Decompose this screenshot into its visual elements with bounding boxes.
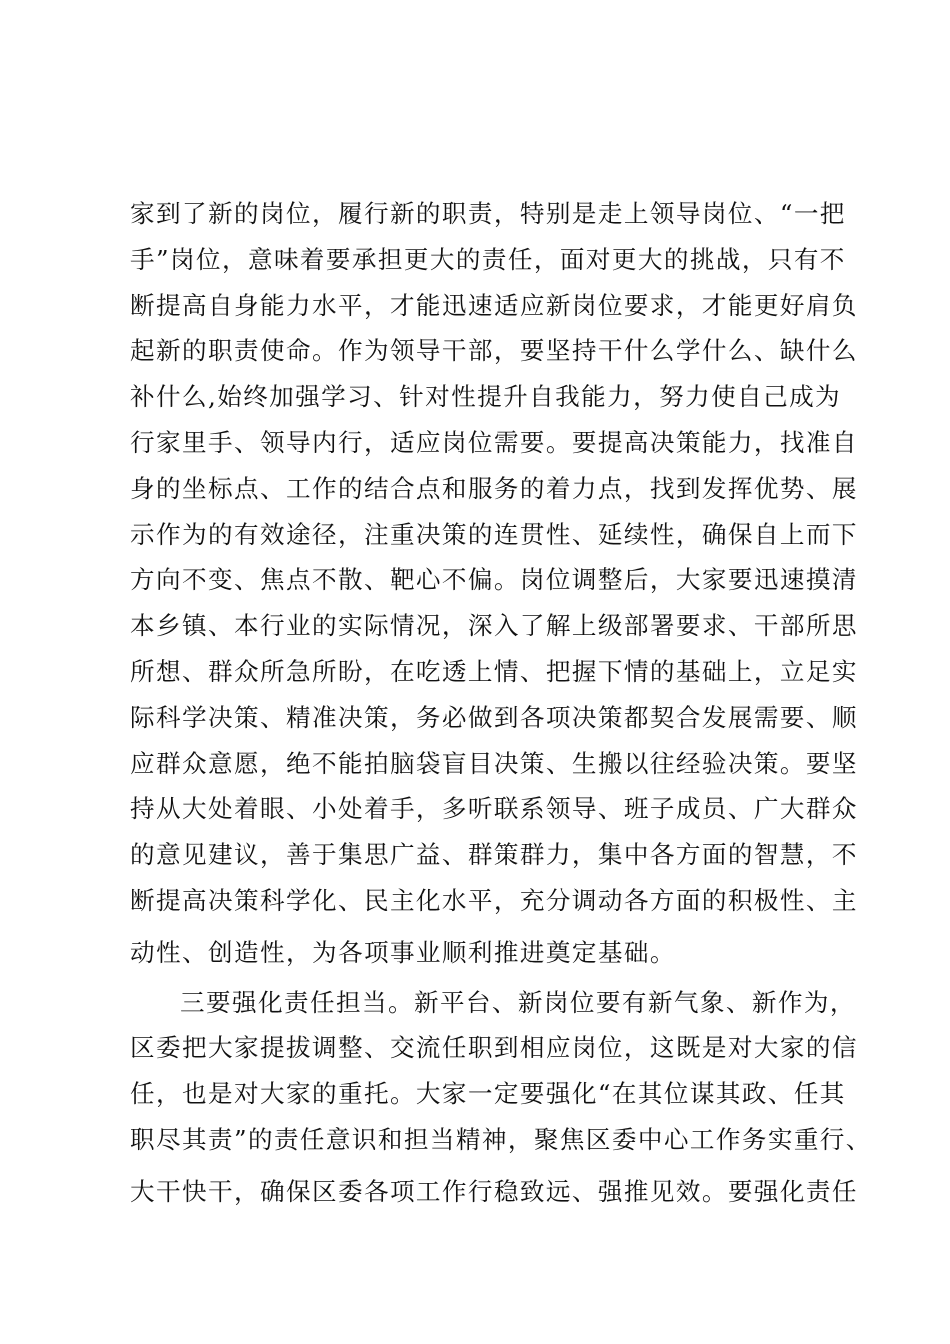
- text-line: 的意见建议，善于集思广益、群策群力，集中各方面的智慧，不: [130, 840, 858, 870]
- text-line: 起新的职责使命。作为领导干部，要坚持干什么学什么、缺什么: [130, 336, 858, 366]
- text-line: 手”岗位，意味着要承担更大的责任，面对更大的挑战，只有不: [130, 244, 846, 274]
- text-line: 动性、创造性，为各项事业顺利推进奠定基础。: [130, 937, 676, 967]
- text-line: 际科学决策、精准决策，务必做到各项决策都契合发展需要、顺: [130, 702, 858, 732]
- text-line: 家到了新的岗位，履行新的职责，特别是走上领导岗位、“一把: [130, 199, 846, 228]
- text-line: 职尽其责”的责任意识和担当精神，聚焦区委中心工作务实重行、: [130, 1124, 872, 1154]
- text-line: 方向不变、焦点不散、靶心不偏。岗位调整后，大家要迅速摸清: [130, 565, 858, 595]
- text-line: 身的坐标点、工作的结合点和服务的着力点，找到发挥优势、展: [130, 473, 858, 503]
- document-body: [130, 191, 872, 1215]
- text-line: 所想、群众所急所盼，在吃透上情、把握下情的基础上，立足实: [130, 656, 858, 686]
- text-line: 大干快干，确保区委各项工作行稳致远、强推见效。要强化责任: [130, 1176, 858, 1206]
- text-line: 本乡镇、本行业的实际情况，深入了解上级部署要求、干部所思: [130, 611, 858, 641]
- text-line: 任，也是对大家的重托。大家一定要强化“在其位谋其政、任其: [130, 1079, 846, 1109]
- text-line: 三要强化责任担当。新平台、新岗位要有新气象、新作为，: [180, 987, 856, 1017]
- text-line: 断提高自身能力水平，才能迅速适应新岗位要求，才能更好肩负: [130, 290, 858, 320]
- text-line: 断提高决策科学化、民主化水平，充分调动各方面的积极性、主: [130, 885, 858, 915]
- text-line: 区委把大家提拔调整、交流任职到相应岗位，这既是对大家的信: [130, 1033, 858, 1063]
- paragraph-ability-decision: [130, 191, 858, 976]
- text-line: 持从大处着眼、小处着手，多听联系领导、班子成员、广大群众: [130, 794, 858, 824]
- text-line: 补什么,始终加强学习、针对性提升自我能力，努力使自己成为: [130, 382, 842, 412]
- text-line: 示作为的有效途径，注重决策的连贯性、延续性，确保自上而下: [130, 519, 858, 549]
- text-line: 应群众意愿，绝不能拍脑袋盲目决策、生搬以往经验决策。要坚: [130, 748, 858, 778]
- text-line: 行家里手、领导内行，适应岗位需要。要提高决策能力，找准自: [130, 427, 858, 457]
- paragraph-responsibility: [130, 980, 872, 1215]
